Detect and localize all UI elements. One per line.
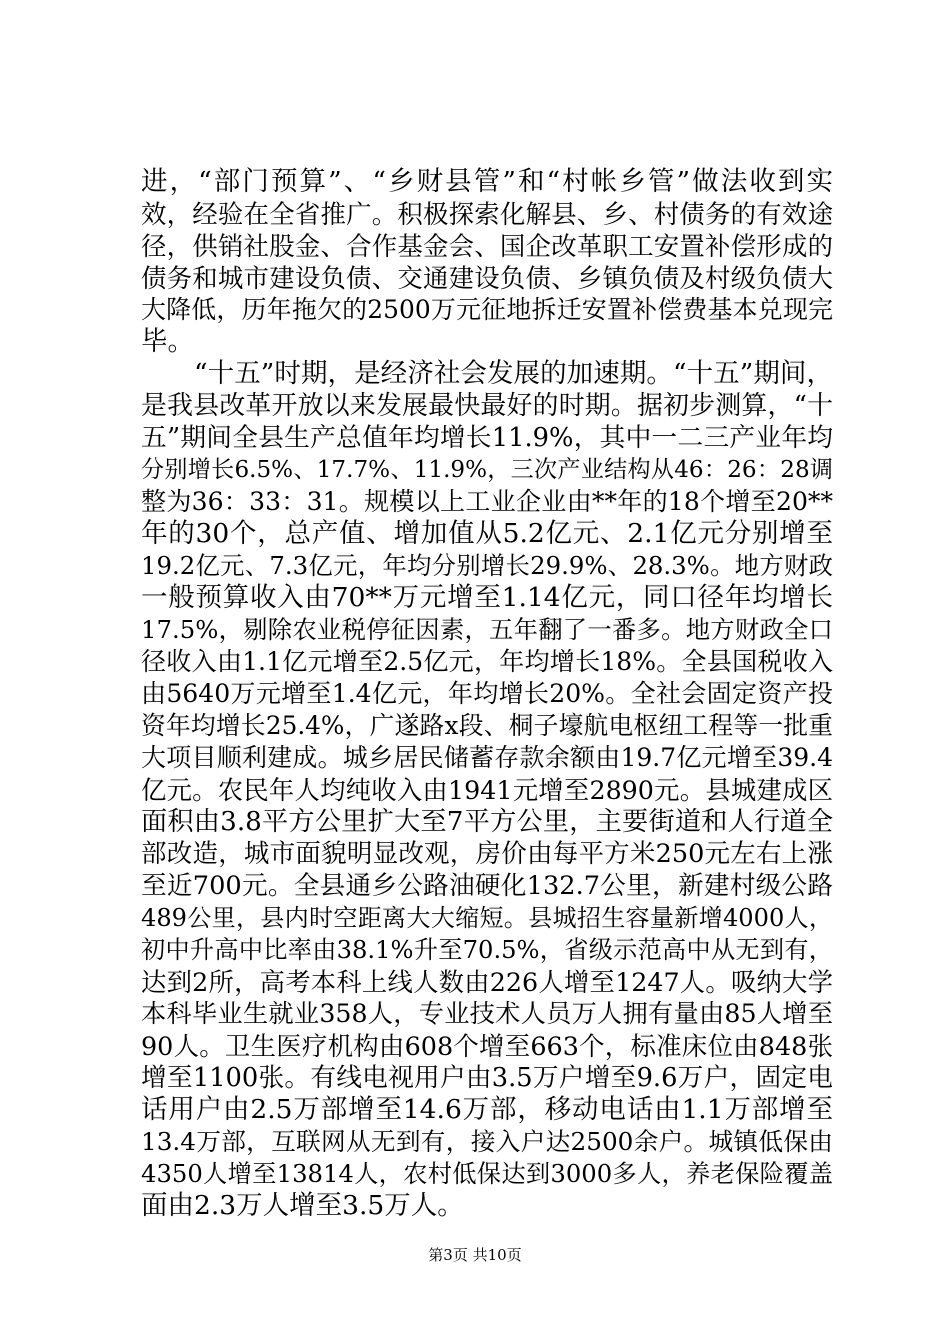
page-footer: 第3页 共10页 xyxy=(428,1246,522,1264)
text-line: 本科毕业生就业358人，专业技术人员万人拥有量由85人增至 xyxy=(141,999,833,1028)
text-line: 亿元。农民年人均纯收入由1941元增至2890元。县城建成区 xyxy=(141,775,833,805)
paragraph xyxy=(141,166,833,358)
text-line: 13.4万部，互联网从无到有，接入户达2500余户。城镇低保由 xyxy=(141,1127,833,1156)
paragraph xyxy=(141,358,833,1222)
text-line: 效，经验在全省推广。积极探索化解县、乡、村债务的有效途 xyxy=(141,199,833,229)
text-line: 话用户由2.5万部增至14.6万部，移动电话由1.1万部增至 xyxy=(141,1094,833,1125)
text-line: 初中升高中比率由38.1%升至70.5%，省级示范高中从无到有， xyxy=(141,936,833,964)
text-line: 19.2亿元、7.3亿元，年均分别增长29.9%、28.3%。地方财政 xyxy=(141,551,833,580)
text-line: 大降低，历年拖欠的2500万元征地拆迁安置补偿费基本兑现完 xyxy=(141,295,833,324)
text-line: 资年均增长25.4%，广遂路x段、桐子壕航电枢纽工程等一批重 xyxy=(141,711,833,740)
text-line: 分别增长6.5%、17.7%、11.9%，三次产业结构从46：26：28调 xyxy=(141,457,833,483)
text-line: 90人。卫生医疗机构由608个增至663个，标准床位由848张 xyxy=(141,1031,833,1061)
text-line: 达到2所，高考本科上线人数由226人增至1247人。吸纳大学 xyxy=(141,967,833,997)
text-line: 毕。 xyxy=(141,326,194,357)
text-line: 17.5%，剔除农业税停征因素，五年翻了一番多。地方财政全口 xyxy=(141,615,833,644)
text-line: 径收入由1.1亿元增至2.5亿元，年均增长18%。全县国税收入 xyxy=(141,647,833,676)
text-line: 面积由3.8平方公里扩大至7平方公里，主要街道和人行道全 xyxy=(141,807,833,837)
text-line: 面由2.3万人增至3.5万人。 xyxy=(141,1190,464,1221)
text-line: 由5640万元增至1.4亿元，年均增长20%。全社会固定资产投 xyxy=(141,679,833,708)
text-line: 年的30个，总产值、增加值从5.2亿元、2.1亿元分别增至 xyxy=(141,518,833,549)
text-line: 债务和城市建设负债、交通建设负债、乡镇负债及村级负债大 xyxy=(141,263,833,293)
text-line: 大项目顺利建成。城乡居民储蓄存款余额由19.7亿元增至39.4 xyxy=(141,743,833,772)
text-line: “十五”时期，是经济社会发展的加速期。“十五”期间， xyxy=(194,358,833,389)
text-line: 整为36：33：31。规模以上工业企业由**年的18个增至20** xyxy=(141,487,833,516)
text-line: 是我县改革开放以来发展最快最好的时期。据初步测算，“十 xyxy=(141,391,833,421)
text-line: 至近700元。全县通乡公路油硬化132.7公里，新建村级公路 xyxy=(141,871,833,901)
text-line: 部改造，城市面貌明显改观，房价由每平方米250元左右上涨 xyxy=(141,839,833,869)
text-line: 489公里，县内时空距离大大缩短。县城招生容量新增4000人， xyxy=(141,904,833,932)
text-line: 增至1100张。有线电视用户由3.5万户增至9.6万户，固定电 xyxy=(141,1063,833,1093)
text-line: 4350人增至13814人，农村低保达到3000多人，养老保险覆盖 xyxy=(141,1159,833,1188)
text-line: 五”期间全县生产总值年均增长11.9%，其中一二三产业年均 xyxy=(141,423,833,453)
text-line: 进，“部门预算”、“乡财县管”和“村帐乡管”做法收到实 xyxy=(141,166,833,197)
document-body xyxy=(141,166,833,1222)
text-line: 径，供销社股金、合作基金会、国企改革职工安置补偿形成的 xyxy=(141,231,833,261)
text-line: 一般预算收入由70**万元增至1.14亿元，同口径年均增长 xyxy=(141,582,833,613)
